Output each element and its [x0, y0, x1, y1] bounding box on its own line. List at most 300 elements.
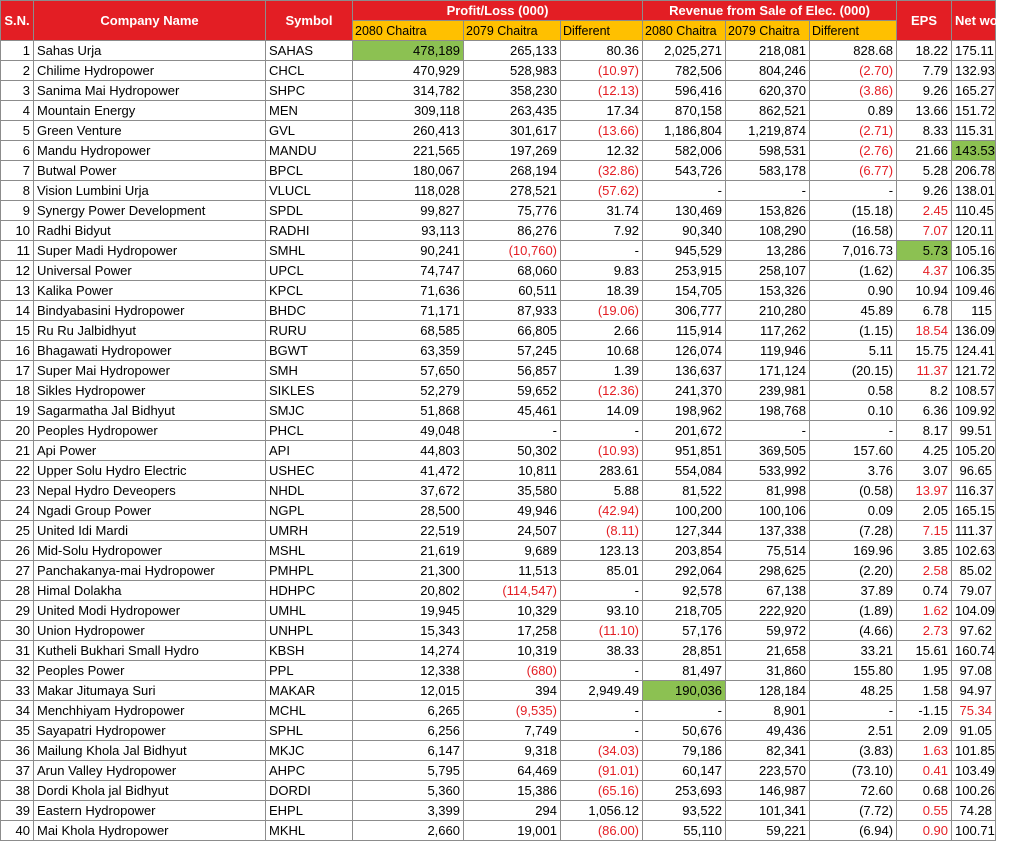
- cell-net-worth: 105.16: [952, 241, 996, 261]
- cell-company-name: Kalika Power: [34, 281, 266, 301]
- cell-eps: 6.78: [897, 301, 952, 321]
- header-profit-2080: 2080 Chaitra: [353, 21, 464, 41]
- cell-net-worth: 165.27: [952, 81, 996, 101]
- cell-symbol: SPHL: [266, 721, 353, 741]
- cell-sn: 29: [1, 601, 34, 621]
- cell-eps: 6.36: [897, 401, 952, 421]
- cell-sn: 40: [1, 821, 34, 841]
- cell-symbol: MEN: [266, 101, 353, 121]
- cell-sn: 1: [1, 41, 34, 61]
- cell-profit-2080: 478,189: [353, 41, 464, 61]
- cell-net-worth: 85.02: [952, 561, 996, 581]
- table-row: [1, 541, 996, 561]
- cell-revenue-2080: 306,777: [643, 301, 726, 321]
- table-row: [1, 381, 996, 401]
- cell-profit-2080: 52,279: [353, 381, 464, 401]
- cell-profit-2079: 528,983: [464, 61, 561, 81]
- cell-net-worth: 115.31: [952, 121, 996, 141]
- cell-sn: 37: [1, 761, 34, 781]
- cell-eps: 2.73: [897, 621, 952, 641]
- cell-profit-2079: 278,521: [464, 181, 561, 201]
- cell-revenue-2080: 241,370: [643, 381, 726, 401]
- cell-revenue-2080: 90,340: [643, 221, 726, 241]
- header-revenue-2080: 2080 Chaitra: [643, 21, 726, 41]
- cell-company-name: Panchakanya-mai Hydropower: [34, 561, 266, 581]
- cell-revenue-different: -: [810, 181, 897, 201]
- cell-profit-2079: 24,507: [464, 521, 561, 541]
- cell-eps: 2.45: [897, 201, 952, 221]
- cell-profit-2080: 19,945: [353, 601, 464, 621]
- cell-eps: 13.97: [897, 481, 952, 501]
- table-row: [1, 601, 996, 621]
- cell-symbol: MKHL: [266, 821, 353, 841]
- cell-symbol: USHEC: [266, 461, 353, 481]
- cell-revenue-2079: 146,987: [726, 781, 810, 801]
- cell-profit-2080: 12,015: [353, 681, 464, 701]
- cell-eps: 15.61: [897, 641, 952, 661]
- cell-profit-different: 12.32: [561, 141, 643, 161]
- cell-symbol: SMH: [266, 361, 353, 381]
- cell-symbol: CHCL: [266, 61, 353, 81]
- cell-company-name: Chilime Hydropower: [34, 61, 266, 81]
- cell-company-name: Dordi Khola jal Bidhyut: [34, 781, 266, 801]
- cell-eps: 7.79: [897, 61, 952, 81]
- cell-eps: 2.05: [897, 501, 952, 521]
- cell-revenue-different: (1.62): [810, 261, 897, 281]
- cell-symbol: SPDL: [266, 201, 353, 221]
- cell-revenue-2080: 50,676: [643, 721, 726, 741]
- cell-sn: 32: [1, 661, 34, 681]
- cell-profit-2080: 63,359: [353, 341, 464, 361]
- cell-revenue-2080: 596,416: [643, 81, 726, 101]
- cell-revenue-2080: 55,110: [643, 821, 726, 841]
- cell-profit-2079: (10,760): [464, 241, 561, 261]
- cell-revenue-2079: 128,184: [726, 681, 810, 701]
- cell-profit-2080: 2,660: [353, 821, 464, 841]
- cell-company-name: Synergy Power Development: [34, 201, 266, 221]
- cell-symbol: BHDC: [266, 301, 353, 321]
- cell-revenue-different: (1.15): [810, 321, 897, 341]
- cell-symbol: PPL: [266, 661, 353, 681]
- cell-profit-different: 93.10: [561, 601, 643, 621]
- cell-profit-different: 7.92: [561, 221, 643, 241]
- cell-company-name: Ru Ru Jalbidhyut: [34, 321, 266, 341]
- cell-revenue-different: 33.21: [810, 641, 897, 661]
- cell-profit-2080: 49,048: [353, 421, 464, 441]
- cell-company-name: Sayapatri Hydropower: [34, 721, 266, 741]
- cell-profit-different: (13.66): [561, 121, 643, 141]
- cell-profit-different: (86.00): [561, 821, 643, 841]
- cell-profit-different: (10.97): [561, 61, 643, 81]
- cell-revenue-different: 7,016.73: [810, 241, 897, 261]
- cell-symbol: RADHI: [266, 221, 353, 241]
- cell-net-worth: 105.20: [952, 441, 996, 461]
- table-row: [1, 621, 996, 641]
- cell-eps: 0.68: [897, 781, 952, 801]
- cell-eps: 11.37: [897, 361, 952, 381]
- cell-symbol: BPCL: [266, 161, 353, 181]
- cell-profit-2080: 93,113: [353, 221, 464, 241]
- header-symbol: Symbol: [266, 1, 353, 41]
- cell-company-name: Mountain Energy: [34, 101, 266, 121]
- cell-company-name: Mandu Hydropower: [34, 141, 266, 161]
- header-revenue-different: Different: [810, 21, 897, 41]
- cell-symbol: KBSH: [266, 641, 353, 661]
- cell-revenue-2080: 203,854: [643, 541, 726, 561]
- cell-profit-2079: 7,749: [464, 721, 561, 741]
- cell-company-name: Mailung Khola Jal Bidhyut: [34, 741, 266, 761]
- cell-profit-different: (57.62): [561, 181, 643, 201]
- cell-profit-2080: 22,519: [353, 521, 464, 541]
- cell-eps: 10.94: [897, 281, 952, 301]
- cell-profit-2079: 56,857: [464, 361, 561, 381]
- table-row: [1, 281, 996, 301]
- cell-profit-2079: 87,933: [464, 301, 561, 321]
- cell-profit-different: 10.68: [561, 341, 643, 361]
- cell-net-worth: 111.37: [952, 521, 996, 541]
- cell-eps: 1.58: [897, 681, 952, 701]
- cell-revenue-2080: 190,036: [643, 681, 726, 701]
- cell-profit-2080: 28,500: [353, 501, 464, 521]
- cell-profit-different: 31.74: [561, 201, 643, 221]
- cell-eps: 7.07: [897, 221, 952, 241]
- cell-profit-2080: 68,585: [353, 321, 464, 341]
- cell-company-name: United Modi Hydropower: [34, 601, 266, 621]
- cell-profit-2079: 394: [464, 681, 561, 701]
- table-row: [1, 321, 996, 341]
- cell-profit-different: 123.13: [561, 541, 643, 561]
- cell-profit-2080: 14,274: [353, 641, 464, 661]
- cell-revenue-different: 37.89: [810, 581, 897, 601]
- cell-revenue-2080: 870,158: [643, 101, 726, 121]
- cell-company-name: Sagarmatha Jal Bidhyut: [34, 401, 266, 421]
- table-row: [1, 741, 996, 761]
- cell-revenue-different: (2.71): [810, 121, 897, 141]
- cell-profit-2079: 68,060: [464, 261, 561, 281]
- cell-profit-2080: 41,472: [353, 461, 464, 481]
- table-row: [1, 401, 996, 421]
- cell-sn: 21: [1, 441, 34, 461]
- cell-sn: 17: [1, 361, 34, 381]
- table-row: [1, 181, 996, 201]
- cell-revenue-2080: 92,578: [643, 581, 726, 601]
- cell-company-name: Super Madi Hydropower: [34, 241, 266, 261]
- cell-profit-2079: 268,194: [464, 161, 561, 181]
- cell-profit-2079: 60,511: [464, 281, 561, 301]
- cell-net-worth: 79.07: [952, 581, 996, 601]
- cell-revenue-2079: 31,860: [726, 661, 810, 681]
- cell-revenue-2080: 554,084: [643, 461, 726, 481]
- cell-sn: 2: [1, 61, 34, 81]
- cell-sn: 15: [1, 321, 34, 341]
- table-row: [1, 701, 996, 721]
- cell-revenue-different: 0.89: [810, 101, 897, 121]
- cell-profit-2079: 19,001: [464, 821, 561, 841]
- cell-revenue-2079: 67,138: [726, 581, 810, 601]
- cell-company-name: Bindyabasini Hydropower: [34, 301, 266, 321]
- cell-symbol: DORDI: [266, 781, 353, 801]
- cell-revenue-different: 0.58: [810, 381, 897, 401]
- cell-revenue-2079: 222,920: [726, 601, 810, 621]
- cell-profit-2080: 5,360: [353, 781, 464, 801]
- cell-eps: 4.25: [897, 441, 952, 461]
- cell-eps: 0.74: [897, 581, 952, 601]
- cell-profit-2079: 15,386: [464, 781, 561, 801]
- cell-revenue-2080: 292,064: [643, 561, 726, 581]
- cell-profit-different: 38.33: [561, 641, 643, 661]
- cell-revenue-different: (3.83): [810, 741, 897, 761]
- cell-profit-2079: 57,245: [464, 341, 561, 361]
- cell-sn: 7: [1, 161, 34, 181]
- cell-net-worth: 121.72: [952, 361, 996, 381]
- cell-symbol: NHDL: [266, 481, 353, 501]
- cell-symbol: SMJC: [266, 401, 353, 421]
- table-row: [1, 41, 996, 61]
- cell-profit-different: -: [561, 721, 643, 741]
- cell-revenue-2079: 223,570: [726, 761, 810, 781]
- cell-revenue-2079: -: [726, 421, 810, 441]
- table-body: [1, 41, 996, 841]
- cell-company-name: Ngadi Group Power: [34, 501, 266, 521]
- cell-revenue-2080: 253,915: [643, 261, 726, 281]
- table-row: [1, 801, 996, 821]
- cell-revenue-2079: 117,262: [726, 321, 810, 341]
- cell-revenue-2079: 119,946: [726, 341, 810, 361]
- cell-symbol: HDHPC: [266, 581, 353, 601]
- cell-sn: 35: [1, 721, 34, 741]
- cell-profit-2080: 71,171: [353, 301, 464, 321]
- cell-eps: 0.55: [897, 801, 952, 821]
- cell-sn: 30: [1, 621, 34, 641]
- cell-revenue-2080: 100,200: [643, 501, 726, 521]
- cell-eps: 5.73: [897, 241, 952, 261]
- header-company-name: Company Name: [34, 1, 266, 41]
- cell-profit-different: 1,056.12: [561, 801, 643, 821]
- cell-net-worth: 115: [952, 301, 996, 321]
- cell-sn: 31: [1, 641, 34, 661]
- cell-profit-2079: 10,319: [464, 641, 561, 661]
- cell-sn: 9: [1, 201, 34, 221]
- cell-company-name: Green Venture: [34, 121, 266, 141]
- cell-company-name: Vision Lumbini Urja: [34, 181, 266, 201]
- cell-eps: 3.85: [897, 541, 952, 561]
- cell-net-worth: 160.74: [952, 641, 996, 661]
- cell-symbol: UMRH: [266, 521, 353, 541]
- cell-profit-2079: 59,652: [464, 381, 561, 401]
- cell-revenue-different: (73.10): [810, 761, 897, 781]
- cell-profit-2079: 197,269: [464, 141, 561, 161]
- cell-company-name: Kutheli Bukhari Small Hydro: [34, 641, 266, 661]
- table-row: [1, 221, 996, 241]
- cell-profit-2079: 11,513: [464, 561, 561, 581]
- cell-profit-different: 1.39: [561, 361, 643, 381]
- cell-profit-different: -: [561, 581, 643, 601]
- table-row: [1, 341, 996, 361]
- cell-revenue-2080: 945,529: [643, 241, 726, 261]
- cell-revenue-different: (4.66): [810, 621, 897, 641]
- cell-revenue-2079: 21,658: [726, 641, 810, 661]
- table-row: [1, 441, 996, 461]
- cell-sn: 16: [1, 341, 34, 361]
- cell-profit-2079: 86,276: [464, 221, 561, 241]
- cell-sn: 23: [1, 481, 34, 501]
- cell-profit-2079: 10,811: [464, 461, 561, 481]
- cell-company-name: Union Hydropower: [34, 621, 266, 641]
- cell-symbol: KPCL: [266, 281, 353, 301]
- cell-profit-different: -: [561, 661, 643, 681]
- cell-net-worth: 109.92: [952, 401, 996, 421]
- table-row: [1, 101, 996, 121]
- cell-sn: 19: [1, 401, 34, 421]
- cell-sn: 10: [1, 221, 34, 241]
- table-row: [1, 501, 996, 521]
- cell-profit-different: (12.13): [561, 81, 643, 101]
- cell-profit-2080: 20,802: [353, 581, 464, 601]
- cell-profit-different: 9.83: [561, 261, 643, 281]
- cell-eps: 0.41: [897, 761, 952, 781]
- cell-company-name: Sikles Hydropower: [34, 381, 266, 401]
- header-profit-different: Different: [561, 21, 643, 41]
- cell-net-worth: 124.41: [952, 341, 996, 361]
- cell-eps: 7.15: [897, 521, 952, 541]
- table-row: [1, 521, 996, 541]
- cell-revenue-different: (15.18): [810, 201, 897, 221]
- cell-symbol: AHPC: [266, 761, 353, 781]
- cell-profit-2080: 21,619: [353, 541, 464, 561]
- cell-profit-2080: 37,672: [353, 481, 464, 501]
- cell-net-worth: 101.85: [952, 741, 996, 761]
- cell-revenue-different: (6.77): [810, 161, 897, 181]
- cell-company-name: Himal Dolakha: [34, 581, 266, 601]
- cell-eps: 0.90: [897, 821, 952, 841]
- cell-profit-2079: 64,469: [464, 761, 561, 781]
- cell-profit-different: 2,949.49: [561, 681, 643, 701]
- cell-revenue-2080: 28,851: [643, 641, 726, 661]
- cell-symbol: SMHL: [266, 241, 353, 261]
- cell-profit-2079: 49,946: [464, 501, 561, 521]
- table-row: [1, 681, 996, 701]
- cell-profit-different: -: [561, 421, 643, 441]
- table-row: [1, 821, 996, 841]
- cell-profit-2080: 21,300: [353, 561, 464, 581]
- cell-revenue-2079: 533,992: [726, 461, 810, 481]
- cell-eps: 1.62: [897, 601, 952, 621]
- cell-revenue-2079: 620,370: [726, 81, 810, 101]
- cell-revenue-different: 0.09: [810, 501, 897, 521]
- cell-sn: 26: [1, 541, 34, 561]
- cell-revenue-2080: 136,637: [643, 361, 726, 381]
- cell-net-worth: 116.37: [952, 481, 996, 501]
- table-row: [1, 421, 996, 441]
- cell-revenue-2080: 154,705: [643, 281, 726, 301]
- cell-profit-2080: 470,929: [353, 61, 464, 81]
- table-row: [1, 461, 996, 481]
- cell-company-name: Makar Jitumaya Suri: [34, 681, 266, 701]
- cell-company-name: Peoples Power: [34, 661, 266, 681]
- cell-symbol: MAKAR: [266, 681, 353, 701]
- cell-revenue-2079: 598,531: [726, 141, 810, 161]
- cell-net-worth: 138.01: [952, 181, 996, 201]
- header-net-worth: Net worth: [952, 1, 996, 41]
- cell-profit-2080: 180,067: [353, 161, 464, 181]
- cell-company-name: Sahas Urja: [34, 41, 266, 61]
- cell-sn: 25: [1, 521, 34, 541]
- table-header: [1, 1, 1015, 41]
- cell-profit-different: (65.16): [561, 781, 643, 801]
- cell-company-name: Upper Solu Hydro Electric: [34, 461, 266, 481]
- cell-profit-different: 17.34: [561, 101, 643, 121]
- cell-profit-2079: 358,230: [464, 81, 561, 101]
- table-row: [1, 61, 996, 81]
- cell-net-worth: 100.26: [952, 781, 996, 801]
- cell-profit-different: 14.09: [561, 401, 643, 421]
- cell-revenue-different: 155.80: [810, 661, 897, 681]
- cell-revenue-2080: 1,186,804: [643, 121, 726, 141]
- cell-net-worth: 136.09: [952, 321, 996, 341]
- cell-net-worth: 108.57: [952, 381, 996, 401]
- cell-eps: 2.58: [897, 561, 952, 581]
- table-row: [1, 121, 996, 141]
- cell-revenue-2079: 75,514: [726, 541, 810, 561]
- cell-company-name: Super Mai Hydropower: [34, 361, 266, 381]
- cell-eps: -1.15: [897, 701, 952, 721]
- cell-profit-different: (32.86): [561, 161, 643, 181]
- table-row: [1, 481, 996, 501]
- cell-sn: 6: [1, 141, 34, 161]
- cell-profit-different: (10.93): [561, 441, 643, 461]
- table-row: [1, 721, 996, 741]
- cell-revenue-2079: 210,280: [726, 301, 810, 321]
- cell-profit-2080: 260,413: [353, 121, 464, 141]
- cell-revenue-different: (2.70): [810, 61, 897, 81]
- cell-revenue-2080: 218,705: [643, 601, 726, 621]
- cell-symbol: MSHL: [266, 541, 353, 561]
- cell-revenue-2080: 79,186: [643, 741, 726, 761]
- cell-profit-different: (91.01): [561, 761, 643, 781]
- cell-eps: 8.33: [897, 121, 952, 141]
- cell-company-name: Mid-Solu Hydropower: [34, 541, 266, 561]
- cell-revenue-different: (1.89): [810, 601, 897, 621]
- cell-eps: 21.66: [897, 141, 952, 161]
- cell-revenue-2079: -: [726, 181, 810, 201]
- cell-net-worth: 94.97: [952, 681, 996, 701]
- cell-revenue-2080: 201,672: [643, 421, 726, 441]
- cell-profit-different: -: [561, 701, 643, 721]
- cell-symbol: SHPC: [266, 81, 353, 101]
- cell-revenue-different: (16.58): [810, 221, 897, 241]
- cell-revenue-2079: 108,290: [726, 221, 810, 241]
- cell-net-worth: 97.08: [952, 661, 996, 681]
- cell-revenue-2079: 1,219,874: [726, 121, 810, 141]
- cell-revenue-different: 828.68: [810, 41, 897, 61]
- cell-revenue-different: (3.86): [810, 81, 897, 101]
- cell-revenue-2080: 253,693: [643, 781, 726, 801]
- cell-company-name: Universal Power: [34, 261, 266, 281]
- cell-revenue-2080: 198,962: [643, 401, 726, 421]
- cell-profit-different: -: [561, 241, 643, 261]
- cell-revenue-different: 72.60: [810, 781, 897, 801]
- cell-eps: 2.09: [897, 721, 952, 741]
- cell-net-worth: 132.93: [952, 61, 996, 81]
- cell-net-worth: 165.15: [952, 501, 996, 521]
- cell-profit-different: 2.66: [561, 321, 643, 341]
- cell-symbol: UMHL: [266, 601, 353, 621]
- cell-revenue-2079: 804,246: [726, 61, 810, 81]
- cell-sn: 20: [1, 421, 34, 441]
- cell-sn: 38: [1, 781, 34, 801]
- cell-profit-2079: (114,547): [464, 581, 561, 601]
- cell-company-name: Sanima Mai Hydropower: [34, 81, 266, 101]
